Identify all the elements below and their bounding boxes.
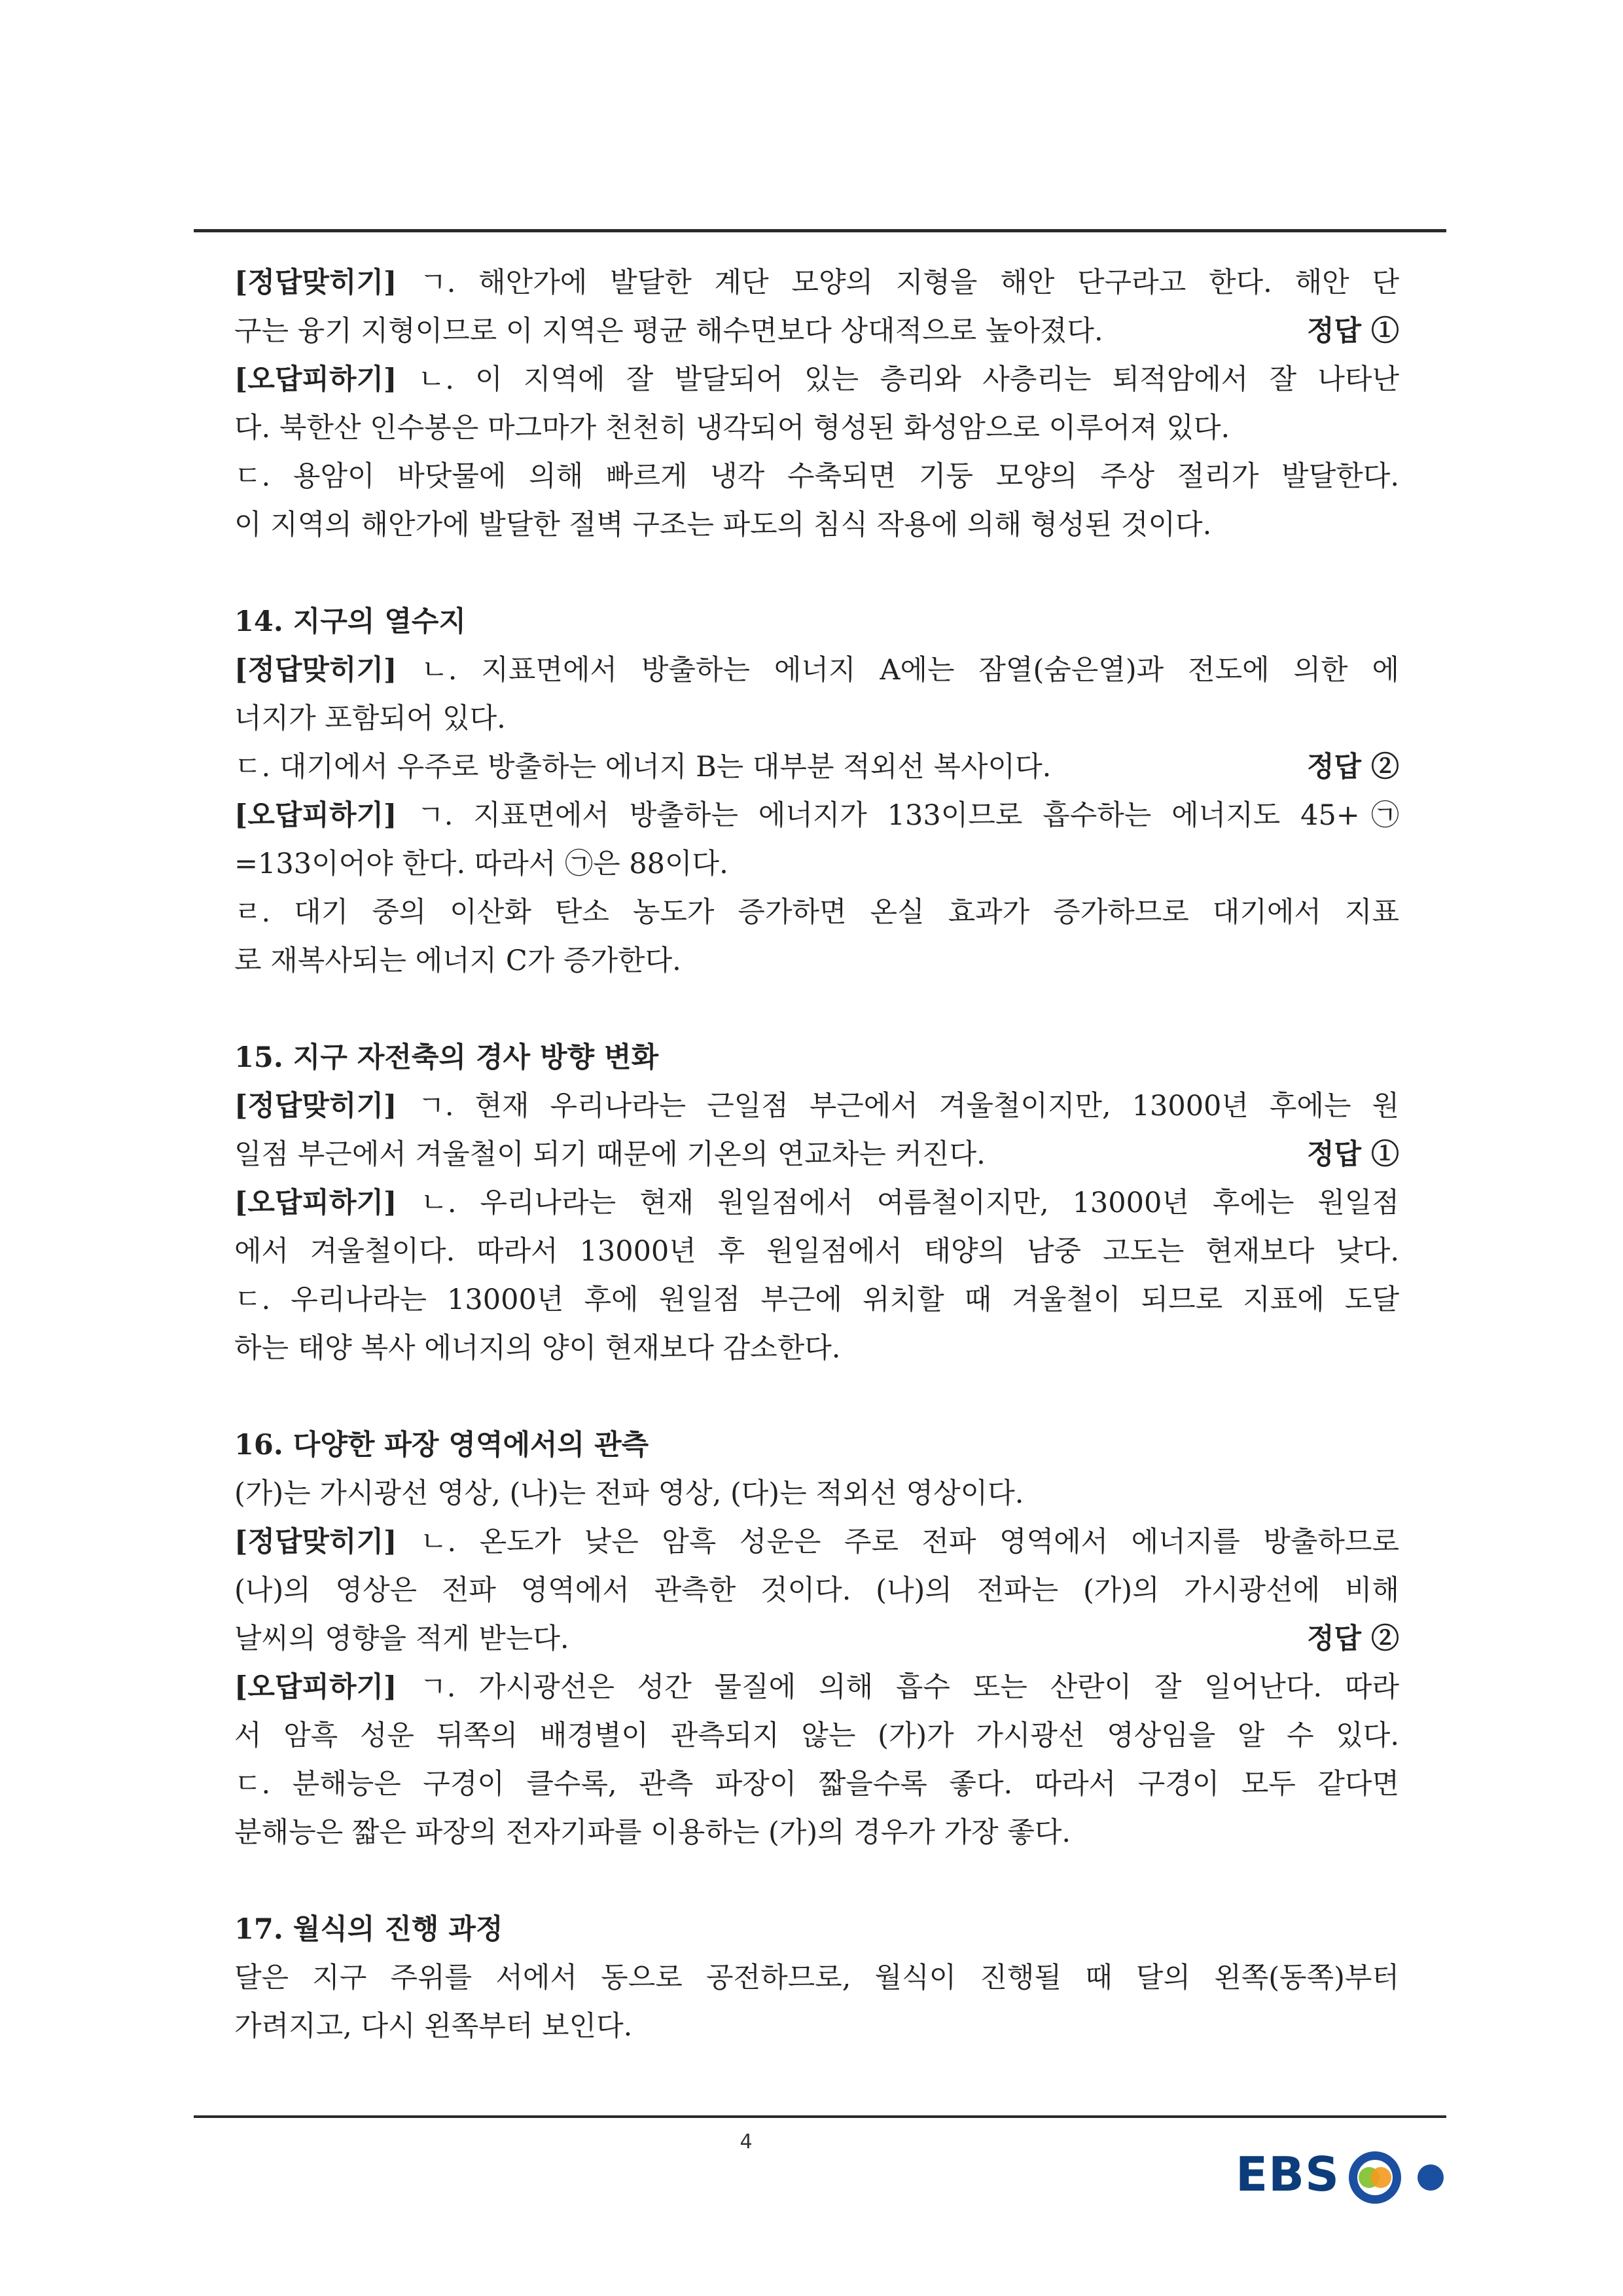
answer-label: 정답 ① [1306,315,1399,348]
text-line [234,1179,1399,1227]
paragraph-gap [234,1857,1399,1905]
answer-label: 정답 ② [1306,751,1399,783]
text-line [234,1954,1399,2002]
line-text: 너지가 포함되어 있다. [234,702,506,735]
text-line [234,259,1399,307]
line-text: ㄷ. 용암이 바닷물에 의해 빠르게 냉각 수축되면 기둥 모양의 주상 절리가 발달한다. [234,460,1399,493]
text-line [234,1712,1399,1760]
line-text: ㄷ. 우리나라는 13000년 후에 원일점 부근에 위치할 때 겨울철이 되므로 지표에 도달 [234,1283,1399,1316]
page-number: 4 [740,2130,753,2153]
section-heading: 14. 지구의 열수지 [234,605,466,638]
line-text: 구는 융기 지형이므로 이 지역은 평균 해수면보다 상대적으로 높아졌다. [234,315,1103,348]
line-text: ㄴ. 이 지역에 잘 발달되어 있는 층리와 사층리는 퇴적암에서 잘 나타난 [397,363,1399,396]
section-tag: [정답맞히기] [234,266,397,299]
line-text: (나)의 영상은 전파 영역에서 관측한 것이다. (나)의 전파는 (가)의 가시광선에 비해 [234,1574,1399,1607]
section-tag: [오답피하기] [234,363,397,396]
line-text: =133이어야 한다. 따라서 ㉠은 88이다. [234,848,728,880]
text-line [234,404,1399,452]
section-tag: [정답맞히기] [234,1090,397,1122]
text-line [234,791,1399,840]
text-line [234,1130,1399,1179]
text-line [234,501,1399,549]
text-line [234,646,1399,694]
text-line [234,1760,1399,1808]
text-line [234,937,1399,985]
text-line [234,888,1399,937]
paragraph-gap [234,549,1399,598]
text-line [234,452,1399,501]
document-body [234,259,1399,2051]
line-text: ㄱ. 해안가에 발달한 계단 모양의 지형을 해안 단구라고 한다. 해안 단 [397,266,1399,299]
section-heading: 16. 다양한 파장 영역에서의 관측 [234,1429,649,1462]
line-text: 로 재복사되는 에너지 C가 증가한다. [234,944,681,977]
line-text: 이 지역의 해안가에 발달한 절벽 구조는 파도의 침식 작용에 의해 형성된 것이다. [234,509,1212,541]
line-text: ㄱ. 지표면에서 방출하는 에너지가 133이므로 흡수하는 에너지도 45+㉠ [397,799,1399,832]
text-line [234,1615,1399,1663]
answer-label: 정답 ② [1306,1623,1399,1655]
text-line [234,694,1399,743]
text-line [234,1518,1399,1566]
answer-label: 정답 ① [1306,1138,1399,1171]
line-text: 에서 겨울철이다. 따라서 13000년 후 원일점에서 태양의 남중 고도는 현재보다 낮다. [234,1235,1399,1268]
text-line [234,2002,1399,2051]
line-text: (가)는 가시광선 영상, (나)는 전파 영상, (다)는 적외선 영상이다. [234,1477,1024,1510]
line-text: 하는 태양 복사 에너지의 양이 현재보다 감소한다. [234,1332,841,1365]
text-line [234,1082,1399,1130]
section-tag: [오답피하기] [234,1671,397,1704]
section-tag: [오답피하기] [234,1187,397,1219]
line-text: 가려지고, 다시 왼쪽부터 보인다. [234,2010,633,2043]
header-rule [194,229,1446,232]
text-line [234,743,1399,791]
text-line [234,355,1399,404]
paragraph-gap [234,1372,1399,1421]
section-tag: [정답맞히기] [234,1526,397,1558]
line-text: 일점 부근에서 겨울철이 되기 때문에 기온의 연교차는 커진다. [234,1138,986,1171]
paragraph-gap [234,985,1399,1033]
line-text: 달은 지구 주위를 서에서 동으로 공전하므로, 월식이 진행될 때 달의 왼쪽(동쪽)부터 [234,1962,1399,1994]
text-line [234,1276,1399,1324]
line-text: 날씨의 영향을 적게 받는다. [234,1623,569,1655]
text-line [234,1469,1399,1518]
text-line [234,1663,1399,1712]
footer-rule [194,2115,1446,2118]
line-text: 분해능은 짧은 파장의 전자기파를 이용하는 (가)의 경우가 가장 좋다. [234,1816,1071,1849]
section-heading: 17. 월식의 진행 과정 [234,1913,503,1946]
line-text: ㄴ. 우리나라는 현재 원일점에서 여름철이지만, 13000년 후에는 원일점 [397,1187,1399,1219]
ebs-logo-circles-icon [1346,2148,1457,2207]
section-tag: [정답맞히기] [234,654,397,687]
section-heading: 15. 지구 자전축의 경사 방향 변화 [234,1041,659,1074]
line-text: ㄹ. 대기 중의 이산화 탄소 농도가 증가하면 온실 효과가 증가하므로 대기에서 지표 [234,896,1399,929]
ebs-logo-text: EBS [1236,2147,1340,2202]
line-text: ㄷ. 분해능은 구경이 클수록, 관측 파장이 짧을수록 좋다. 따라서 구경이 모두 같다면 [234,1768,1399,1801]
line-text: 다. 북한산 인수봉은 마그마가 천천히 냉각되어 형성된 화성암으로 이루어져 있다. [234,412,1230,444]
text-line [234,840,1399,888]
line-text: ㄴ. 지표면에서 방출하는 에너지 A에는 잠열(숨은열)과 전도에 의한 에 [397,654,1399,687]
line-text: 서 암흑 성운 뒤쪽의 배경별이 관측되지 않는 (가)가 가시광선 영상임을 알 수 있다. [234,1719,1399,1752]
text-line [234,1808,1399,1857]
text-line [234,1566,1399,1615]
text-line [234,1324,1399,1372]
text-line [234,307,1399,355]
line-text: ㄷ. 대기에서 우주로 방출하는 에너지 B는 대부분 적외선 복사이다. [234,751,1052,783]
ebs-logo [1236,2140,1458,2212]
section-tag: [오답피하기] [234,799,397,832]
line-text: ㄱ. 가시광선은 성간 물질에 의해 흡수 또는 산란이 잘 일어난다. 따라 [397,1671,1399,1704]
line-text: ㄴ. 온도가 낮은 암흑 성운은 주로 전파 영역에서 에너지를 방출하므로 [397,1526,1399,1558]
text-line [234,1227,1399,1276]
line-text: ㄱ. 현재 우리나라는 근일점 부근에서 겨울철이지만, 13000년 후에는 원 [397,1090,1399,1122]
